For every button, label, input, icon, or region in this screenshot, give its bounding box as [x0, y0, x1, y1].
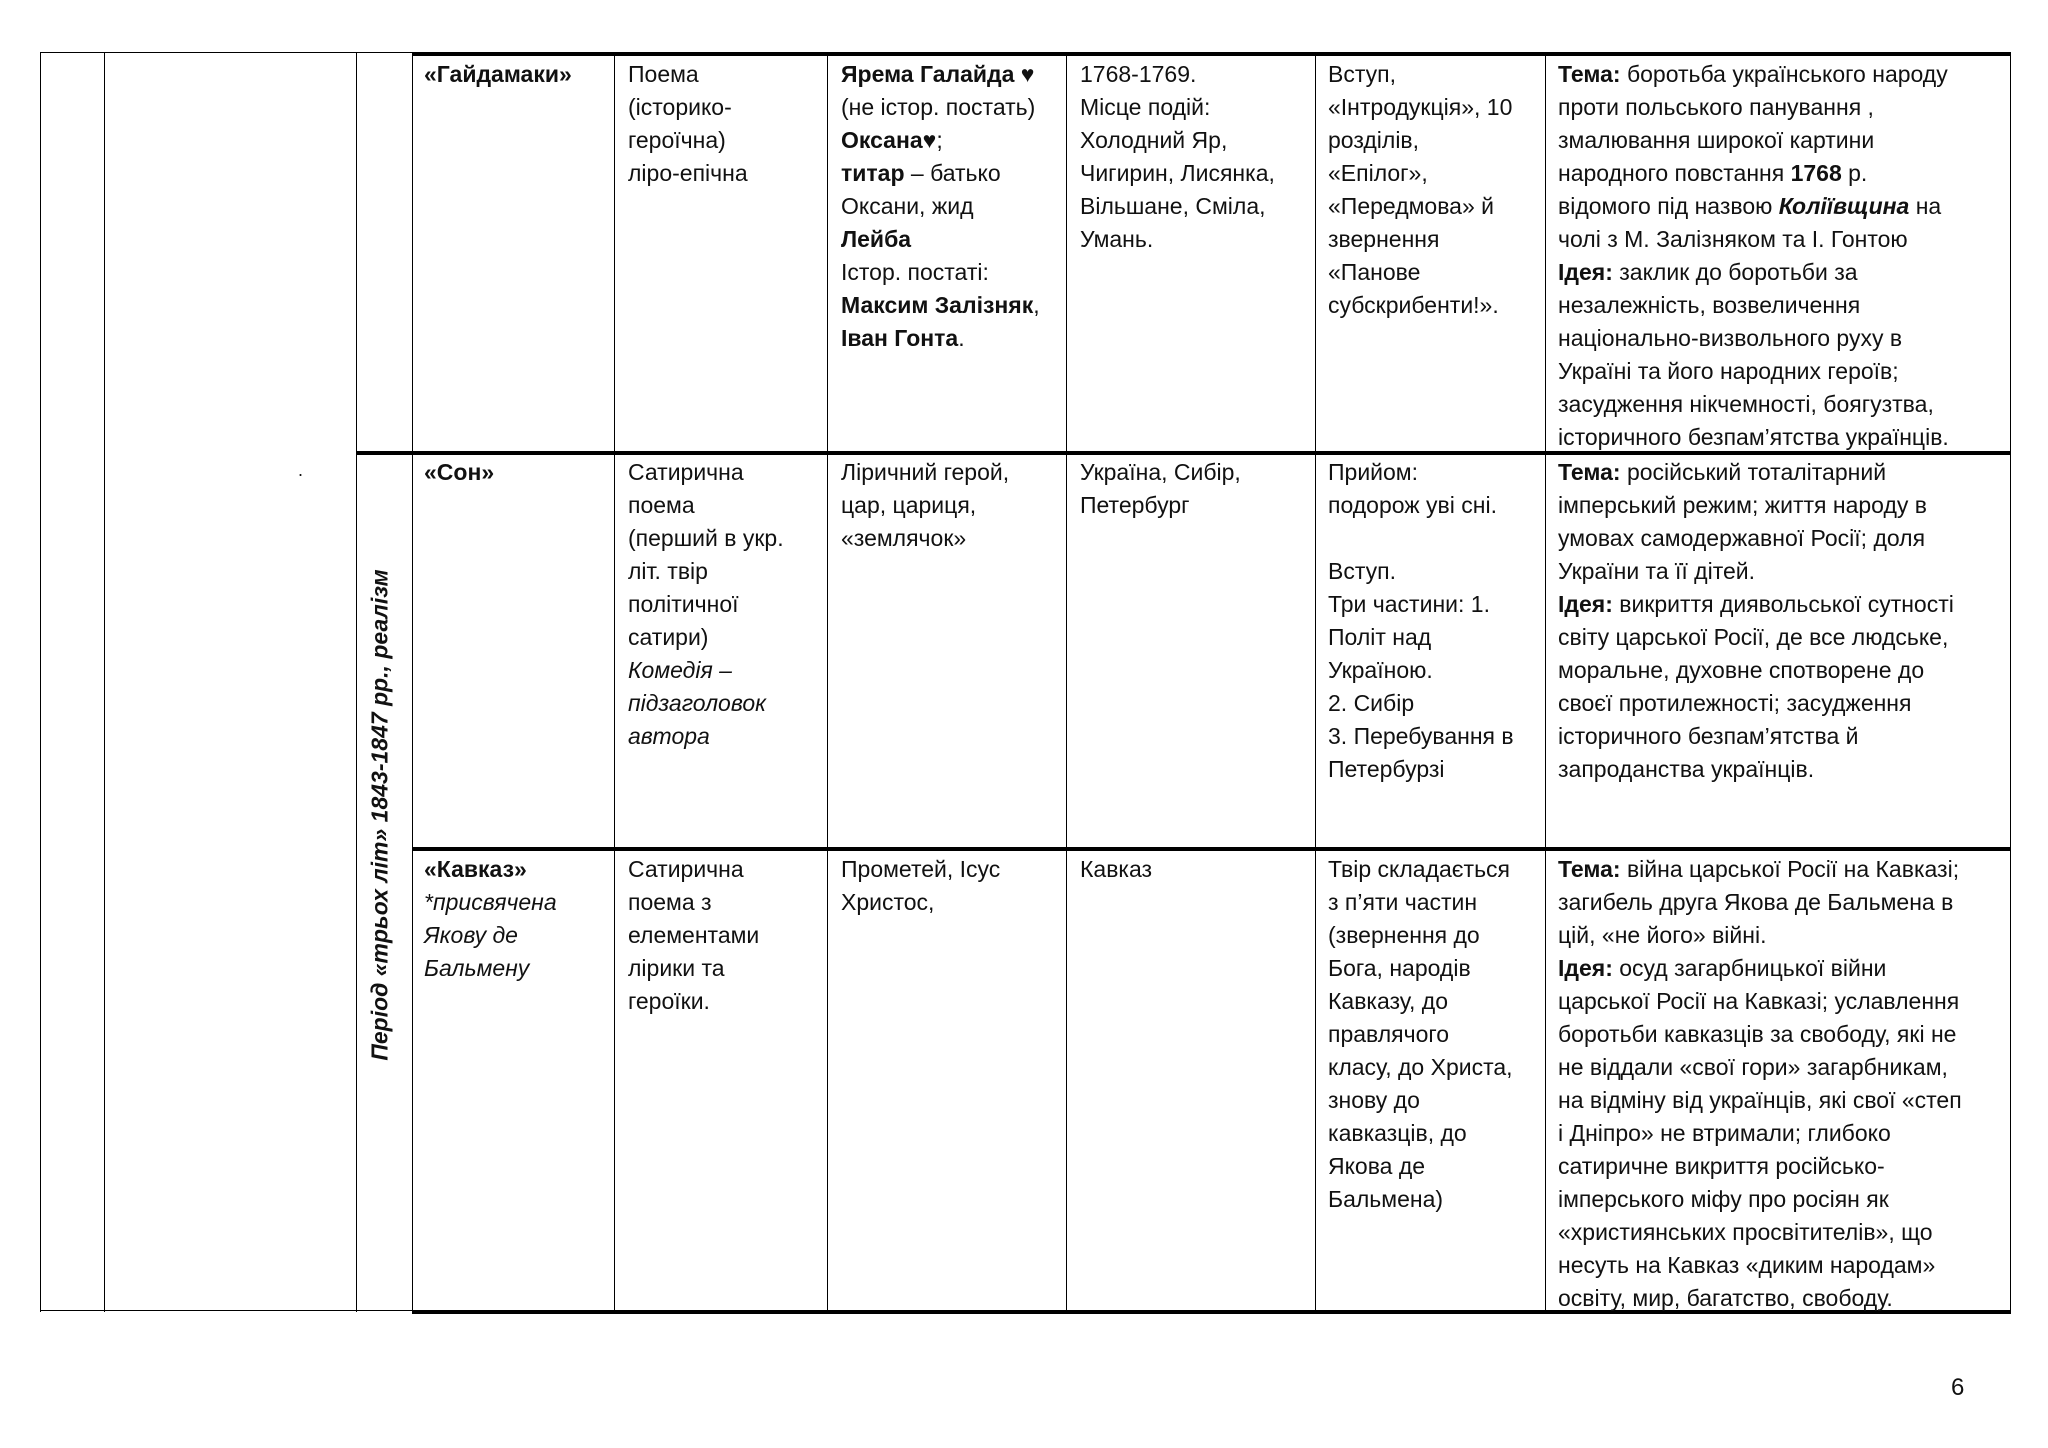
col-line-4	[614, 52, 615, 1314]
text-run: р.	[1841, 160, 1868, 186]
stray-dot: .	[298, 460, 304, 480]
text-run: викриття диявольської сутності	[1612, 591, 1954, 617]
text-run: Оксани, жид	[841, 193, 974, 219]
text-run: 1768	[1790, 160, 1842, 186]
col-line-3	[412, 52, 413, 1314]
text-run: політичної	[628, 591, 739, 617]
text-run: *присвячена	[424, 889, 557, 915]
cell-line	[1558, 1018, 2008, 1051]
cell-line	[1558, 58, 2008, 91]
cell-time-place-row-2	[1080, 456, 1312, 522]
cell-line: 3. Перебування в	[1328, 723, 1514, 749]
cell-line	[1558, 1117, 2008, 1150]
text-run: цій, «не його» війні.	[1558, 922, 1767, 948]
cell-line: цар, цариця,	[841, 492, 977, 518]
cell-line: Христос,	[841, 889, 935, 915]
col-line-0	[40, 52, 41, 1312]
cell-line: Україна, Сибір,	[1080, 459, 1241, 485]
cell-line	[1558, 687, 2008, 720]
row-divider-2	[412, 847, 2011, 851]
cell-line: знову до	[1328, 1087, 1420, 1113]
period-label	[360, 555, 400, 1075]
cell-line: «Інтродукція», 10	[1328, 94, 1513, 120]
text-run: національно-визвольного руху в	[1558, 325, 1903, 351]
text-run: і Дніпро» не втримали; глибоко	[1558, 1120, 1891, 1146]
text-run: незалежність, возвеличення	[1558, 292, 1861, 318]
cell-line: «Гайдамаки»	[424, 61, 572, 87]
text-run: історичного безпам’ятства й	[1558, 723, 1859, 749]
text-run: осуд загарбницької війни	[1612, 955, 1887, 981]
cell-line	[1558, 489, 2008, 522]
cell-line: з п’яти частин	[1328, 889, 1478, 915]
text-run: поема	[628, 492, 695, 518]
text-run: не віддали «свої гори» загарбникам,	[1558, 1054, 1948, 1080]
cell-line	[1558, 355, 2008, 388]
text-run: Істор. постаті:	[841, 259, 989, 285]
cell-line	[1558, 91, 2008, 124]
cell-line: поема з	[628, 889, 712, 915]
cell-line	[1328, 522, 1542, 555]
text-run: війна царської Росії на Кавказі;	[1620, 856, 1960, 882]
text-run: імперський режим; життя народу в	[1558, 492, 1927, 518]
text-run: засудження нікчемності, боягузтва,	[1558, 391, 1934, 417]
cell-line	[1558, 1051, 2008, 1084]
cell-line	[1558, 124, 2008, 157]
col-line-9	[2010, 52, 2011, 1314]
cell-genre-row-2	[628, 456, 823, 753]
cell-line: розділів,	[1328, 127, 1420, 153]
cell-line: Вступ.	[1328, 558, 1396, 584]
text-run: на	[1909, 193, 1942, 219]
text-run: заклик до боротьби за	[1612, 259, 1858, 285]
cell-characters-row-1	[841, 58, 1063, 355]
cell-line	[1558, 654, 2008, 687]
cell-line: ліро-епічна	[628, 160, 748, 186]
cell-line	[628, 588, 823, 621]
text-run: моральне, духовне спотворене до	[1558, 657, 1925, 683]
cell-line	[1558, 952, 2008, 985]
text-run: Тема:	[1558, 61, 1621, 87]
cell-line: Вступ,	[1328, 61, 1396, 87]
cell-line	[841, 157, 1063, 190]
text-run: ;	[936, 127, 943, 153]
text-run: освіту, мир, багатство, свободу.	[1558, 1285, 1893, 1311]
text-run: світу царської Росії, де все людське,	[1558, 624, 1949, 650]
cell-line: героїки.	[628, 988, 710, 1014]
cell-line	[1558, 1216, 2008, 1249]
text-run: імперського міфу про росіян як	[1558, 1186, 1889, 1212]
col-line-5	[827, 52, 828, 1314]
col-line-6	[1066, 52, 1067, 1314]
cell-line: 1768-1769.	[1080, 61, 1197, 87]
cell-line	[1558, 1249, 2008, 1282]
cell-line: Ліричний герой,	[841, 459, 1010, 485]
text-run: сатири)	[628, 624, 709, 650]
cell-line: Твір складається	[1328, 856, 1511, 882]
cell-line	[424, 952, 609, 985]
cell-line	[841, 256, 1063, 289]
text-run: Ідея:	[1558, 955, 1613, 981]
cell-characters-row-3	[841, 853, 1063, 919]
cell-line: (звернення до	[1328, 922, 1480, 948]
text-run: проти польського панування ,	[1558, 94, 1874, 120]
text-run: (перший в укр.	[628, 525, 784, 551]
cell-line: Місце подій:	[1080, 94, 1211, 120]
cell-line	[424, 853, 609, 886]
cell-line	[628, 489, 823, 522]
cell-line: подорож уві сні.	[1328, 492, 1497, 518]
cell-line	[1558, 388, 2008, 421]
cell-line: Кавказу, до	[1328, 988, 1448, 1014]
text-run: Іван Гонта	[841, 325, 959, 351]
text-run: Якову де	[424, 922, 518, 948]
cell-line	[841, 124, 1063, 157]
cell-structure-row-3	[1328, 853, 1542, 1216]
cell-genre-row-1	[628, 58, 823, 190]
text-run: «християнських просвітителів», що	[1558, 1219, 1933, 1245]
text-run: царської Росії на Кавказі; уславлення	[1558, 988, 1960, 1014]
text-run: Тема:	[1558, 459, 1621, 485]
text-run: Бальмену	[424, 955, 530, 981]
cell-line: «Сон»	[424, 459, 495, 485]
cell-line: субскрибенти!».	[1328, 292, 1499, 318]
text-run: Максим Залізняк	[841, 292, 1034, 318]
cell-line: правлячого	[1328, 1021, 1450, 1047]
cell-line: Петербурзі	[1328, 756, 1445, 782]
cell-line	[424, 919, 609, 952]
cell-line	[628, 456, 823, 489]
cell-line: Прийом:	[1328, 459, 1419, 485]
text-run: змалювання широкої картини	[1558, 127, 1875, 153]
cell-theme-idea-row-3	[1558, 853, 2008, 1315]
cell-structure-row-2	[1328, 456, 1542, 786]
cell-line	[1558, 456, 2008, 489]
text-run: Коліївщина	[1778, 193, 1910, 219]
cell-time-place-row-1	[1080, 58, 1312, 256]
cell-line	[1558, 157, 2008, 190]
cell-line: елементами	[628, 922, 760, 948]
cell-line	[1558, 919, 2008, 952]
cell-line: Бога, народів	[1328, 955, 1471, 981]
text-run: Оксана♥	[841, 127, 937, 153]
cell-line: Умань.	[1080, 226, 1154, 252]
cell-characters-row-2	[841, 456, 1063, 555]
cell-genre-row-3	[628, 853, 823, 1018]
text-run: запроданства українців.	[1558, 756, 1815, 782]
cell-structure-row-1	[1328, 58, 1542, 322]
cell-line	[1558, 1183, 2008, 1216]
text-run: Ідея:	[1558, 259, 1613, 285]
cell-line: Прометей, Ісус	[841, 856, 1001, 882]
table-top-border	[412, 52, 2011, 56]
text-run: російський тоталітарний	[1620, 459, 1887, 485]
text-run: сатиричне викриття російсько-	[1558, 1153, 1885, 1179]
cell-line	[1558, 322, 2008, 355]
cell-line	[628, 621, 823, 654]
text-run: .	[958, 325, 965, 351]
cell-line	[1558, 555, 2008, 588]
cell-line: «Епілог»,	[1328, 160, 1428, 186]
page-number: 6	[1951, 1374, 1965, 1401]
text-run: титар	[841, 160, 905, 186]
text-run: Ярема Галайда ♥	[841, 61, 1035, 87]
cell-line: Поема	[628, 61, 699, 87]
text-run: «Кавказ»	[424, 856, 527, 882]
cell-line: «Панове	[1328, 259, 1421, 285]
cell-line	[1558, 223, 2008, 256]
text-run: підзаголовок	[628, 690, 766, 716]
cell-line	[841, 58, 1063, 91]
cell-line	[841, 289, 1063, 322]
cell-line: класу, до Христа,	[1328, 1054, 1513, 1080]
text-run: боротьба українського народу	[1620, 61, 1948, 87]
cell-line	[1558, 621, 2008, 654]
text-run: історичного безпам’ятства українців.	[1558, 424, 1949, 450]
cell-line: кавказців, до	[1328, 1120, 1467, 1146]
text-run: України та її дітей.	[1558, 558, 1756, 584]
cell-theme-idea-row-2	[1558, 456, 2008, 786]
cell-line	[628, 654, 823, 687]
cell-work-row-3	[424, 853, 609, 985]
cell-line	[1558, 522, 2008, 555]
cell-line	[1558, 886, 2008, 919]
cell-line: лірики та	[628, 955, 725, 981]
cell-line: Вільшане, Сміла,	[1080, 193, 1266, 219]
cell-line	[1558, 985, 2008, 1018]
cell-line	[628, 555, 823, 588]
cell-theme-idea-row-1	[1558, 58, 2008, 454]
text-run: чолі з М. Залізняком та І. Гонтою	[1558, 226, 1908, 252]
col-line-8	[1545, 52, 1546, 1314]
text-run: – батько	[904, 160, 1001, 186]
cell-line	[1558, 720, 2008, 753]
cell-line: Три частини: 1.	[1328, 591, 1490, 617]
cell-line	[1558, 588, 2008, 621]
cell-line: 2. Сибір	[1328, 690, 1415, 716]
text-run: автора	[628, 723, 710, 749]
text-run: Комедія –	[628, 657, 732, 683]
cell-line	[424, 886, 609, 919]
text-run: Ідея:	[1558, 591, 1613, 617]
cell-line	[841, 223, 1063, 256]
cell-line: Холодний Яр,	[1080, 127, 1228, 153]
text-run: боротьби кавказців за свободу, які не	[1558, 1021, 1957, 1047]
text-run: літ. твір	[628, 558, 708, 584]
cell-line: Петербург	[1080, 492, 1190, 518]
text-run: Лейба	[841, 226, 912, 252]
cell-line: (історико-	[628, 94, 732, 120]
text-run: Тема:	[1558, 856, 1621, 882]
cell-line	[1558, 853, 2008, 886]
cell-line	[1558, 1084, 2008, 1117]
cell-line	[841, 190, 1063, 223]
cell-line: героїчна)	[628, 127, 726, 153]
col-line-2	[356, 52, 357, 1312]
cell-line: Бальмена)	[1328, 1186, 1444, 1212]
cell-line	[1558, 256, 2008, 289]
cell-line	[1558, 421, 2008, 454]
text-run: своєї протилежності; засудження	[1558, 690, 1912, 716]
text-run: несуть на Кавказ «диким народам»	[1558, 1252, 1936, 1278]
cell-line: «Передмова» й	[1328, 193, 1494, 219]
cell-line: Якова де	[1328, 1153, 1426, 1179]
cell-line	[628, 687, 823, 720]
text-run: на відміну від українців, які свої «степ	[1558, 1087, 1962, 1113]
period-label-text: Період «трьох літ» 1843-1847 рр., реалізм	[366, 569, 393, 1061]
cell-line	[1558, 289, 2008, 322]
text-run: умовах самодержавної Росії; доля	[1558, 525, 1926, 551]
text-run: відомого під назвою	[1558, 193, 1779, 219]
cell-line	[1558, 753, 2008, 786]
cell-line	[1558, 1150, 2008, 1183]
text-run: ,	[1033, 292, 1040, 318]
cell-line	[628, 522, 823, 555]
col-line-7	[1315, 52, 1316, 1314]
cell-line: «землячок»	[841, 525, 967, 551]
cell-time-place-row-3	[1080, 853, 1312, 886]
cell-line	[628, 720, 823, 753]
cell-line	[841, 91, 1063, 124]
cell-work-row-1	[424, 58, 609, 91]
cell-work-row-2	[424, 456, 609, 489]
cell-line: звернення	[1328, 226, 1440, 252]
text-run: Україні та його народних героїв;	[1558, 358, 1899, 384]
cell-line	[1558, 1282, 2008, 1315]
cell-line	[841, 322, 1063, 355]
cell-line: Україною.	[1328, 657, 1433, 683]
text-run: загибель друга Якова де Бальмена в	[1558, 889, 1954, 915]
cell-line: Політ над	[1328, 624, 1432, 650]
text-run: народного повстання	[1558, 160, 1791, 186]
cell-line: Чигирин, Лисянка,	[1080, 160, 1275, 186]
cell-line	[1558, 190, 2008, 223]
col-line-1	[104, 52, 105, 1312]
cell-line: Сатирична	[628, 856, 744, 882]
cell-line: Кавказ	[1080, 856, 1153, 882]
text-run: Сатирична	[628, 459, 744, 485]
text-run: (не істор. постать)	[841, 94, 1036, 120]
